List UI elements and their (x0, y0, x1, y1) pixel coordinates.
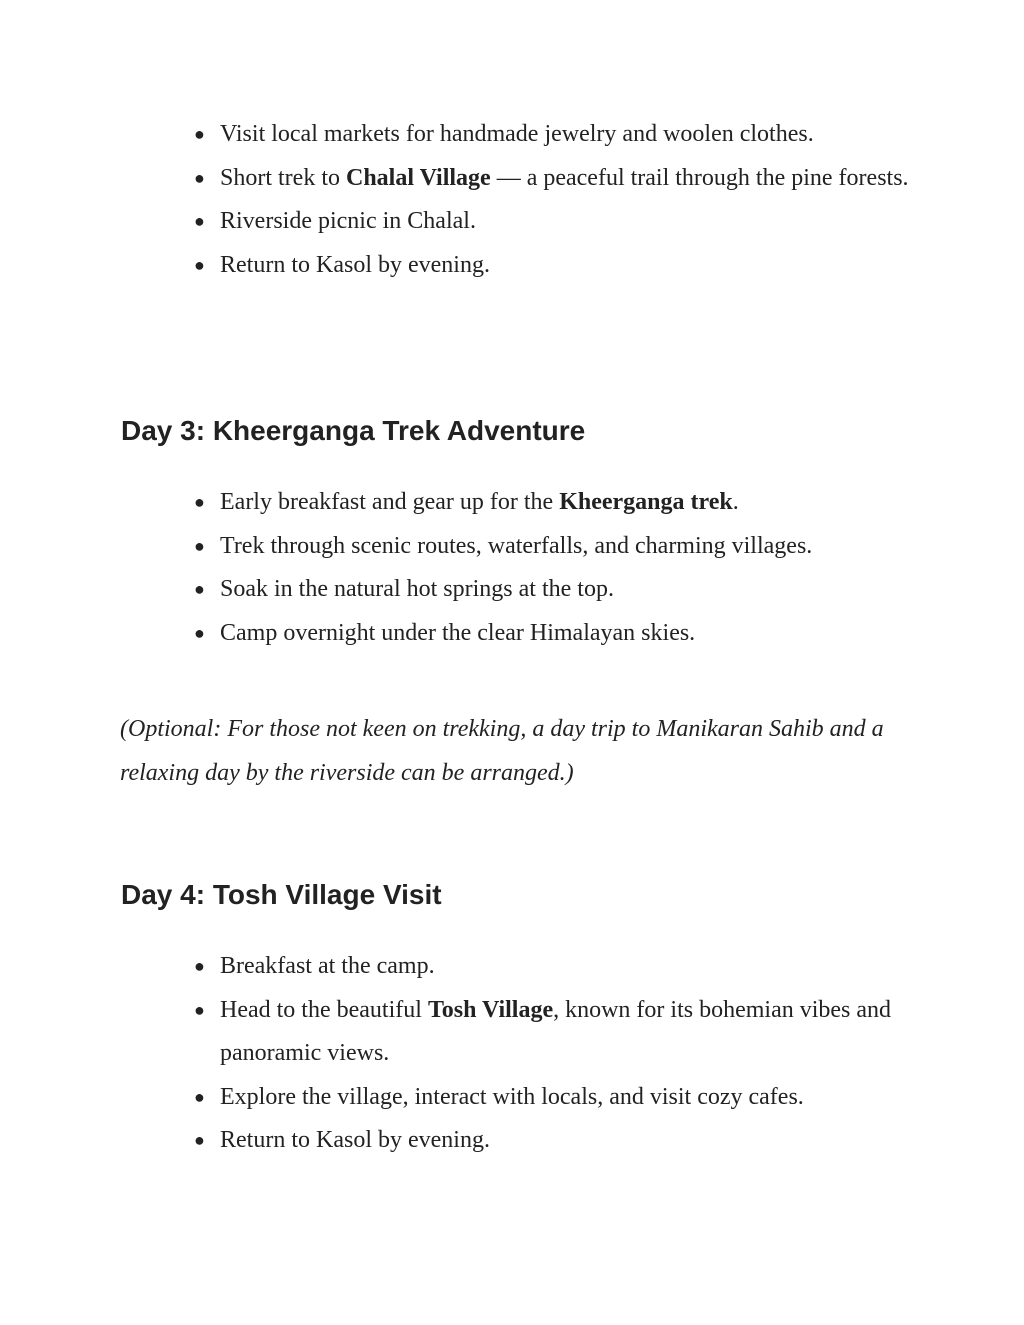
list-item-text: Early breakfast and gear up for the (220, 489, 560, 515)
list-item-text: Breakfast at the camp. (220, 953, 435, 979)
list-item (190, 244, 910, 288)
list-item-text: Visit local markets for handmade jewelry and woolen clothes. (220, 121, 814, 147)
list-item-text: Head to the beautiful (220, 996, 428, 1023)
bullet-icon: ● (194, 492, 205, 512)
list-item (190, 612, 910, 656)
optional-note: (Optional: For those not keen on trekking, a day trip to Manikaran Sahib and a relaxing day by the riverside can be arranged.) (120, 716, 884, 786)
list-item (190, 1119, 910, 1163)
list-item-text: Explore the village, interact with locals, and visit cozy cafes. (220, 1083, 804, 1110)
bullet-icon: ● (194, 254, 205, 275)
list-item-text: Camp overnight under the clear Himalayan skies. (220, 619, 696, 646)
day3-heading: Day 3: Kheerganga Trek Adventure (121, 415, 586, 446)
day4-list (190, 945, 910, 1163)
list-item-bold: Kheerganga trek (559, 489, 733, 515)
bullet-icon: ● (194, 999, 205, 1020)
bullet-icon: ● (194, 1086, 205, 1107)
list-item-text: Riverside picnic in Chalal. (220, 208, 476, 234)
bullet-icon: ● (194, 124, 205, 144)
list-item (190, 1076, 910, 1120)
bullet-icon: ● (194, 579, 205, 599)
bullet-icon: ● (194, 167, 205, 188)
list-item-text: Short trek to (220, 164, 346, 191)
list-item-text: Return to Kasol by evening. (220, 1127, 490, 1153)
list-item (190, 157, 910, 201)
list-item-text: Trek through scenic routes, waterfalls, and charming villages. (220, 532, 813, 559)
bullet-icon: ● (194, 622, 205, 643)
bullet-icon: ● (194, 535, 205, 556)
list-item-bold: Chalal Village (346, 164, 491, 191)
list-item (190, 989, 910, 1076)
list-item-text: Return to Kasol by evening. (220, 251, 490, 278)
list-item-text: Soak in the natural hot springs at the top. (220, 576, 614, 602)
list-item (190, 945, 910, 989)
list-item (190, 568, 910, 612)
bullet-icon: ● (194, 956, 205, 976)
list-item (190, 525, 910, 569)
list-item (190, 481, 910, 525)
list-item-bold: Tosh Village (427, 996, 554, 1023)
list-item (190, 200, 910, 244)
day3-list (190, 481, 910, 655)
list-item-text: . (732, 489, 739, 515)
list-item (190, 113, 910, 157)
bullet-icon: ● (194, 1130, 205, 1150)
day2-continued-list (190, 113, 910, 287)
bullet-icon: ● (194, 211, 205, 231)
day4-heading: Day 4: Tosh Village Visit (121, 879, 442, 910)
list-item-text: — a peaceful trail through the pine forests. (490, 164, 909, 191)
list-item-text: , known for its bohemian vibes and panoramic views. (220, 996, 892, 1066)
